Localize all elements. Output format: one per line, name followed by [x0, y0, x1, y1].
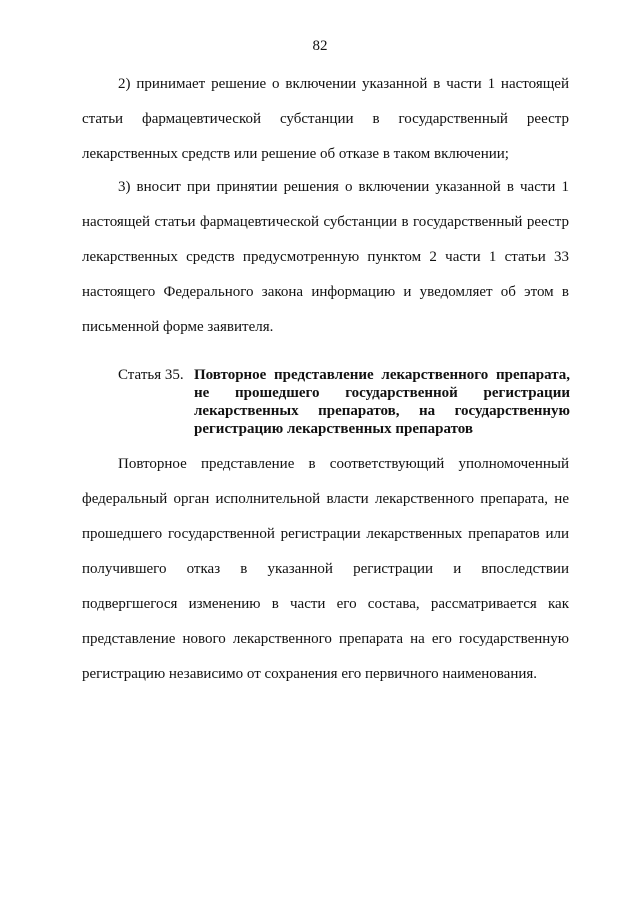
paragraph-item-3: 3) вносит при принятии решения о включении указанной в части 1 настоящей статьи фармацевтической субстанции в государственный реестр лекарственных средств предусмотренную пунктом 2 части 1 статьи 33 настоящего Федерального закона информацию и уведомляет об этом в письменной форме заявителя. — [82, 179, 569, 335]
article-body-paragraph: Повторное представление в соответствующий уполномоченный федеральный орган исполнительной власти лекарственного препарата, не прошедшего государственной регистрации лекарственных препаратов или получившего отказ в указанной регистрации и впоследствии подвергшегося изменению в части его состава, рассматривается как представление нового лекарственного препарата на его государственную регистрацию независимо от сохранения его первичного наименования. — [82, 456, 569, 682]
article-title: Повторное представление лекарственного препарата, не прошедшего государственной регистрации лекарственных препаратов, на государственную регистрацию лекарственных препаратов — [194, 367, 570, 437]
paragraph-item-2: 2) принимает решение о включении указанной в части 1 настоящей статьи фармацевтической субстанции в государственный реестр лекарственных средств или решение об отказе в таком включении; — [82, 76, 569, 162]
article-label: Статья 35. — [118, 367, 184, 383]
page-number: 82 — [312, 38, 328, 54]
